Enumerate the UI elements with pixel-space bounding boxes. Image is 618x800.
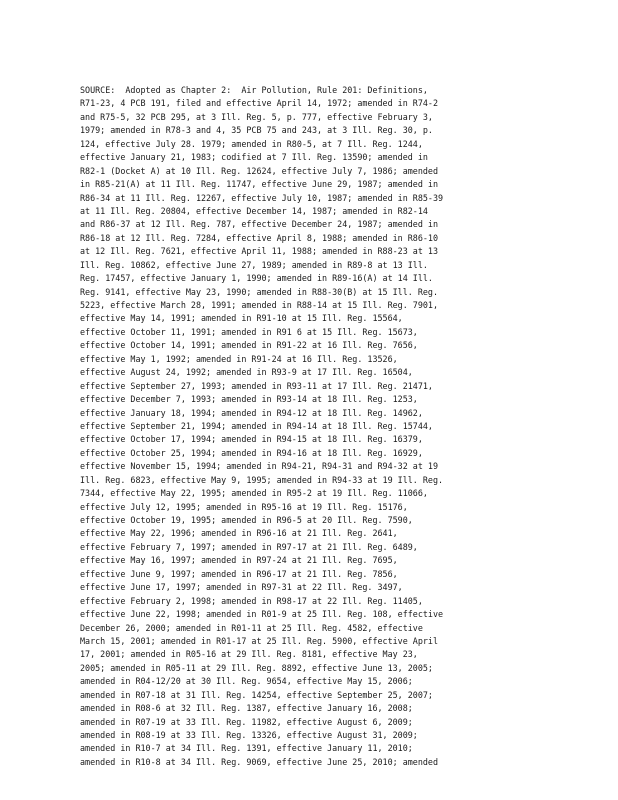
source-text-line: effective February 7, 1997; amended in R97-17 at 21 Ill. Reg. 6489, bbox=[80, 541, 418, 552]
source-text-line: 1979; amended in R78-3 and 4, 35 PCB 75 and 243, at 3 Ill. Reg. 30, p. bbox=[80, 125, 433, 136]
source-text-line: effective May 14, 1991; amended in R91-10 at 15 Ill. Reg. 15564, bbox=[80, 313, 403, 324]
source-text-line: and R86-37 at 12 Ill. Reg. 787, effective December 24, 1987; amended in bbox=[80, 219, 438, 230]
source-text-line: amended in R04-12/20 at 30 Ill. Reg. 9654, effective May 15, 2006; bbox=[80, 676, 413, 687]
source-text-line: effective September 27, 1993; amended in R93-11 at 17 Ill. Reg. 21471, bbox=[80, 380, 433, 391]
source-text-line: R82-1 (Docket A) at 10 Ill. Reg. 12624, effective July 7, 1986; amended bbox=[80, 165, 438, 176]
source-history-text bbox=[80, 84, 550, 769]
source-text-line: 7344, effective May 22, 1995; amended in R95-2 at 19 Ill. Reg. 11066, bbox=[80, 488, 428, 499]
source-text-line: 2005; amended in R05-11 at 29 Ill. Reg. 8892, effective June 13, 2005; bbox=[80, 662, 433, 673]
source-text-line: 17, 2001; amended in R05-16 at 29 Ill. Reg. 8181, effective May 23, bbox=[80, 649, 418, 660]
source-text-line: at 11 Ill. Reg. 20804, effective December 14, 1987; amended in R82-14 bbox=[80, 205, 428, 216]
source-text-line: effective May 16, 1997; amended in R97-24 at 21 Ill. Reg. 7695, bbox=[80, 555, 398, 566]
source-text-line: 5223, effective March 28, 1991; amended in R88-14 at 15 Ill. Reg. 7901, bbox=[80, 300, 438, 310]
source-text-line: effective May 1, 1992; amended in R91-24 at 16 Ill. Reg. 13526, bbox=[80, 353, 398, 364]
source-text-line: effective December 7, 1993; amended in R93-14 at 18 Ill. Reg. 1253, bbox=[80, 394, 418, 405]
source-text-line: effective October 25, 1994; amended in R94-16 at 18 Ill. Reg. 16929, bbox=[80, 447, 423, 458]
source-text-line: Ill. Reg. 10862, effective June 27, 1989; amended in R89-8 at 13 Ill. bbox=[80, 259, 428, 270]
source-text-line: and R75-5, 32 PCB 295, at 3 Ill. Reg. 5, p. 777, effective February 3, bbox=[80, 111, 433, 122]
source-text-line: amended in R10-7 at 34 Ill. Reg. 1391, effective January 11, 2010; bbox=[80, 743, 413, 754]
source-text-line: R86-18 at 12 Ill. Reg. 7284, effective April 8, 1988; amended in R86-10 bbox=[80, 232, 438, 243]
source-text-line: effective January 21, 1983; codified at 7 Ill. Reg. 13590; amended in bbox=[80, 152, 428, 163]
source-text-line: R71-23, 4 PCB 191, filed and effective April 14, 1972; amended in R74-2 bbox=[80, 98, 438, 109]
source-text-line: in R85-21(A) at 11 Ill. Reg. 11747, effective June 29, 1987; amended in bbox=[80, 179, 438, 190]
source-text-line: effective January 18, 1994; amended in R94-12 at 18 Ill. Reg. 14962, bbox=[80, 407, 423, 418]
source-text-line: effective June 17, 1997; amended in R97-31 at 22 Ill. Reg. 3497, bbox=[80, 582, 403, 593]
source-text-line: March 15, 2001; amended in R01-17 at 25 Ill. Reg. 5900, effective April bbox=[80, 635, 438, 646]
source-text-line: effective February 2, 1998; amended in R98-17 at 22 Ill. Reg. 11405, bbox=[80, 595, 423, 606]
source-text-line: amended in R07-19 at 33 Ill. Reg. 11982, effective August 6, 2009; bbox=[80, 716, 413, 727]
source-text-line: effective May 22, 1996; amended in R96-16 at 21 Ill. Reg. 2641, bbox=[80, 528, 398, 539]
source-text-line: Reg. 17457, effective January 1, 1990; amended in R89-16(A) at 14 Ill. bbox=[80, 273, 433, 284]
source-text-line: amended in R08-19 at 33 Ill. Reg. 13326, effective August 31, 2009; bbox=[80, 730, 418, 740]
source-text-line: amended in R08-6 at 32 Ill. Reg. 1387, effective January 16, 2008; bbox=[80, 703, 413, 714]
source-text-line: effective November 15, 1994; amended in R94-21, R94-31 and R94-32 at 19 bbox=[80, 461, 438, 472]
source-text-line: December 26, 2000; amended in R01-11 at 25 Ill. Reg. 4582, effective bbox=[80, 622, 423, 633]
source-text-line: SOURCE: Adopted as Chapter 2: Air Pollution, Rule 201: Definitions, bbox=[80, 85, 428, 95]
source-text-line: effective October 17, 1994; amended in R94-15 at 18 Ill. Reg. 16379, bbox=[80, 434, 423, 445]
source-text-line: effective October 11, 1991; amended in R91 6 at 15 Ill. Reg. 15673, bbox=[80, 326, 418, 337]
source-text-line: Ill. Reg. 6823, effective May 9, 1995; amended in R94-33 at 19 Ill. Reg. bbox=[80, 474, 444, 485]
source-text-line: effective June 9, 1997; amended in R96-17 at 21 Ill. Reg. 7856, bbox=[80, 568, 398, 579]
source-text-line: effective October 19, 1995; amended in R96-5 at 20 Ill. Reg. 7590, bbox=[80, 515, 413, 525]
source-text-line: effective August 24, 1992; amended in R93-9 at 17 Ill. Reg. 16504, bbox=[80, 367, 413, 378]
source-text-line: Reg. 9141, effective May 23, 1990; amended in R88-30(B) at 15 Ill. Reg. bbox=[80, 286, 438, 297]
source-text-line: effective July 12, 1995; amended in R95-16 at 19 Ill. Reg. 15176, bbox=[80, 501, 408, 512]
source-text-line: amended in R10-8 at 34 Ill. Reg. 9069, effective June 25, 2010; amended bbox=[80, 756, 438, 767]
source-text-line: effective September 21, 1994; amended in R94-14 at 18 Ill. Reg. 15744, bbox=[80, 420, 433, 431]
source-text-line: effective June 22, 1998; amended in R01-9 at 25 Ill. Reg. 108, effective bbox=[80, 609, 444, 620]
source-text-line: effective October 14, 1991; amended in R91-22 at 16 Ill. Reg. 7656, bbox=[80, 340, 418, 351]
source-text-line: R86-34 at 11 Ill. Reg. 12267, effective July 10, 1987; amended in R85-39 bbox=[80, 192, 444, 203]
source-text-line: 124, effective July 28. 1979; amended in R80-5, at 7 Ill. Reg. 1244, bbox=[80, 138, 423, 149]
source-text-line: at 12 Ill. Reg. 7621, effective April 11, 1988; amended in R88-23 at 13 bbox=[80, 246, 438, 257]
source-text-line: amended in R07-18 at 31 Ill. Reg. 14254, effective September 25, 2007; bbox=[80, 689, 433, 700]
